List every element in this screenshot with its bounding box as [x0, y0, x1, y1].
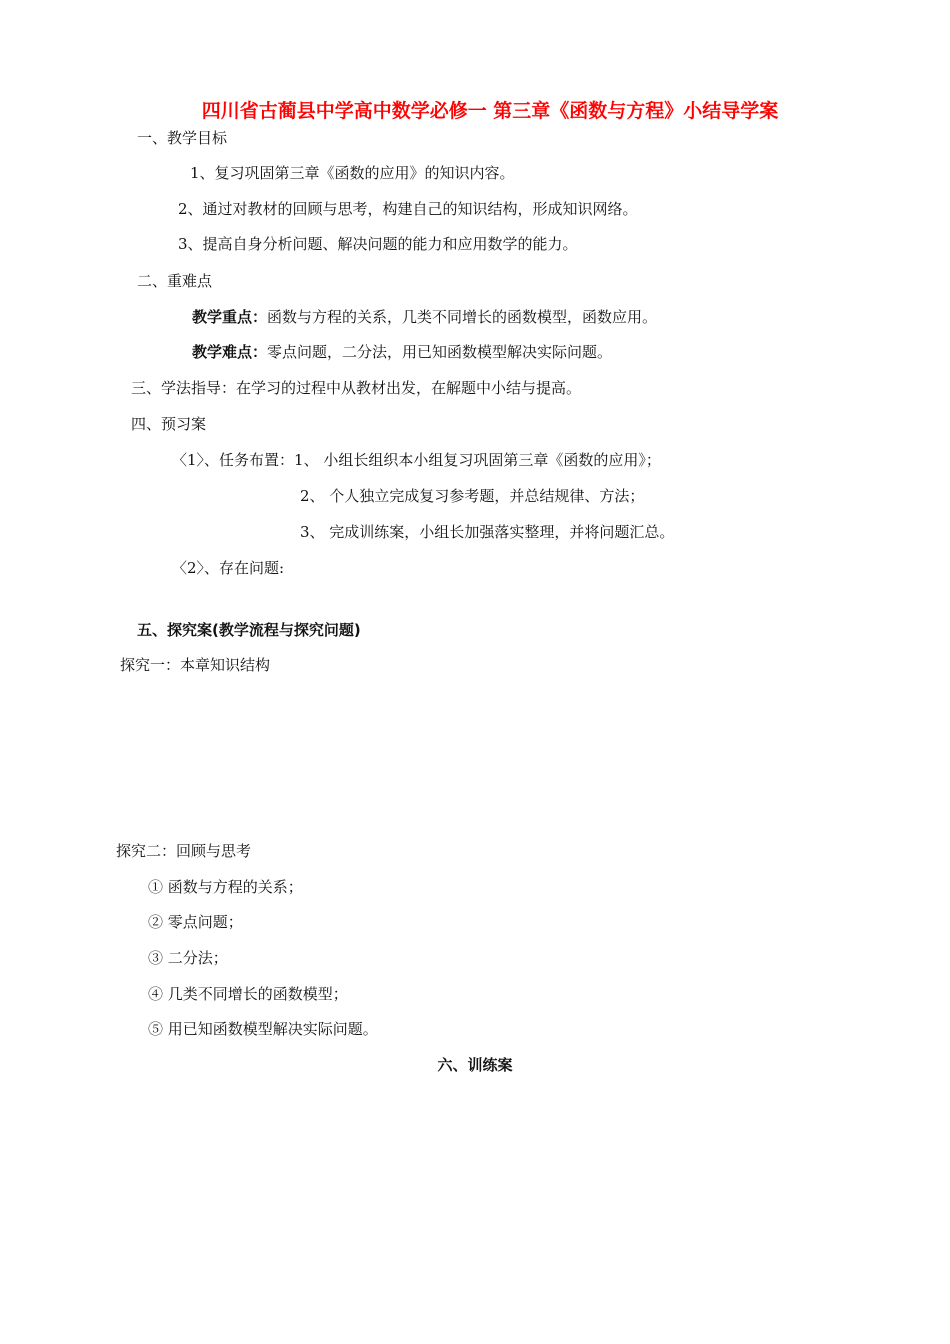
section-1-heading: 一、教学目标: [137, 129, 228, 147]
explore-2: 探究二：回顾与思考: [116, 842, 252, 860]
task-line-2: 2、 个人独立完成复习参考题，并总结规律、方法；: [300, 487, 645, 505]
task-line-1: 〈1〉、任务布置：1、 小组长组织本小组复习巩固第三章《函数的应用》；: [172, 451, 661, 469]
review-item-1: ① 函数与方程的关系；: [148, 878, 303, 896]
task-line-4: 〈2〉、存在问题:: [172, 559, 285, 577]
task-line-3: 3、 完成训练案，小组长加强落实整理，并将问题汇总。: [300, 523, 675, 541]
review-item-4: ④ 几类不同增长的函数模型；: [148, 985, 348, 1003]
goal-item-1: 1、复习巩固第三章《函数的应用》的知识内容。: [190, 164, 515, 182]
section-4-heading: 四、预习案: [131, 415, 207, 433]
section-5-heading: 五、探究案(教学流程与探究问题): [137, 621, 361, 639]
difficulty-label: 教学难点：: [192, 343, 268, 361]
section-3-heading: 三、学法指导：在学习的过程中从教材出发，在解题中小结与提高。: [131, 379, 582, 397]
review-item-5: ⑤ 用已知函数模型解决实际问题。: [148, 1020, 378, 1038]
section-6-heading: 六、训练案: [437, 1056, 513, 1074]
explore-1: 探究一：本章知识结构: [120, 656, 271, 674]
key-point-label: 教学重点：: [192, 308, 268, 326]
review-item-2: ② 零点问题；: [148, 913, 243, 931]
difficulty-line: [192, 342, 612, 362]
document-title: 四川省古蔺县中学高中数学必修一 第三章《函数与方程》小结导学案: [201, 100, 779, 122]
key-point-text: 函数与方程的关系，几类不同增长的函数模型，函数应用。: [267, 308, 658, 326]
goal-item-3: 3、提高自身分析问题、解决问题的能力和应用数学的能力。: [178, 235, 578, 253]
key-point-line: [192, 307, 657, 327]
review-item-3: ③ 二分法；: [148, 949, 228, 967]
difficulty-text: 零点问题，二分法，用已知函数模型解决实际问题。: [267, 343, 613, 361]
goal-item-2: 2、通过对教材的回顾与思考，构建自己的知识结构，形成知识网络。: [178, 200, 638, 218]
section-2-heading: 二、重难点: [137, 272, 213, 290]
